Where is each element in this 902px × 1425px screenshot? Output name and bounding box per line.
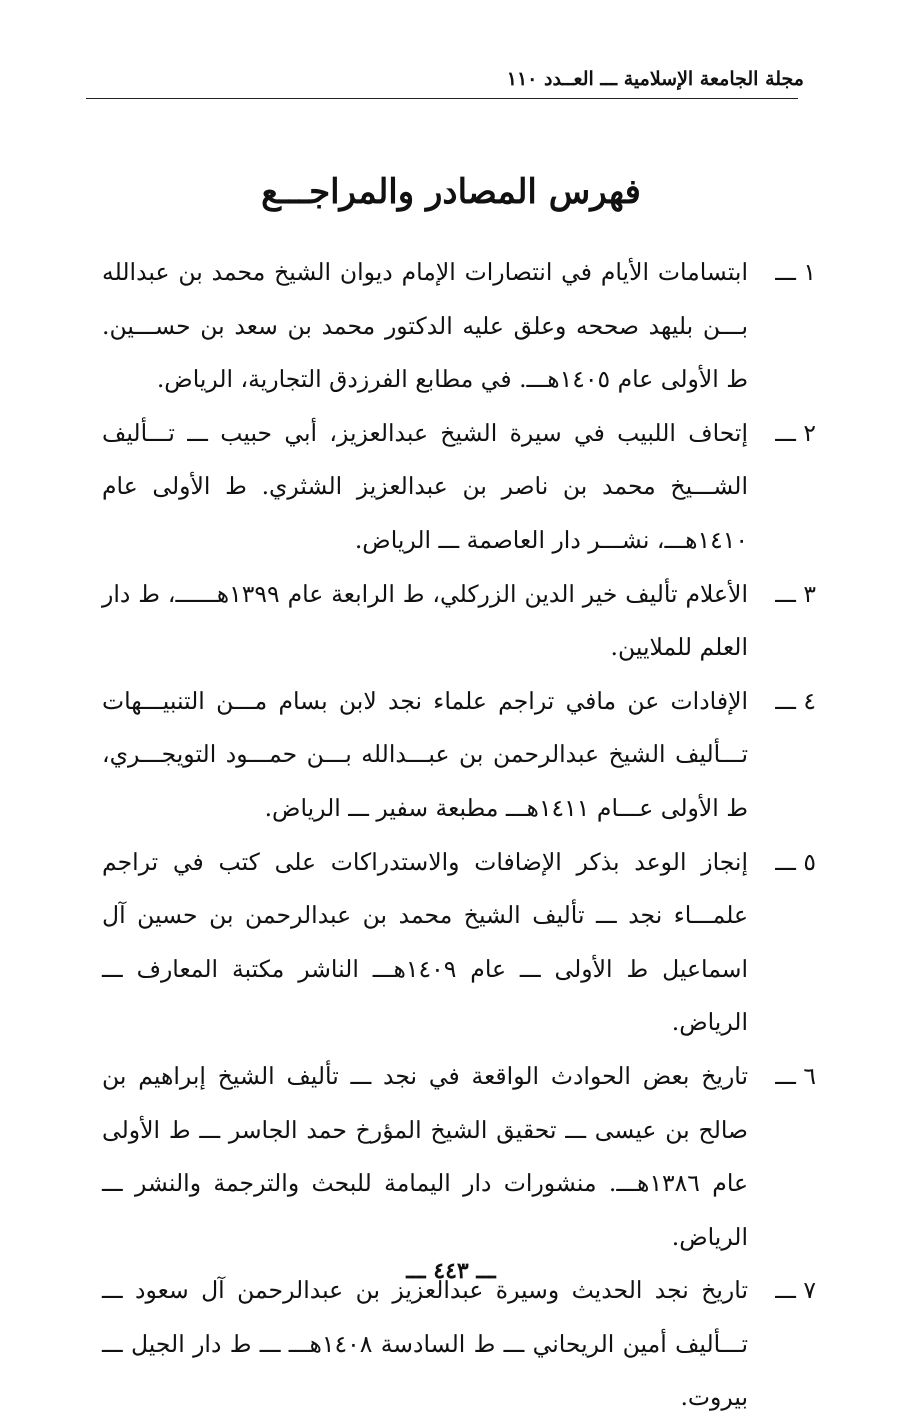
- reference-text: ابتسامات الأيام في انتصارات الإمام ديوان الشيخ محمد بن عبدالله بـــن بليهد صححه وعلق عليه الدكتور محمد بن سعد بن حســـين. ط الأولى عام ١٤٠٥هـــ. في مطابع الفرزدق التجارية، الرياض.: [102, 258, 748, 394]
- header-rule: [86, 98, 798, 99]
- reference-number: ٣ ـــ: [775, 579, 816, 608]
- reference-text: الأعلام تأليف خير الدين الزركلي، ط الرابعة عام ١٣٩٩هــــــ، ط دار العلم للملايين.: [102, 579, 748, 662]
- reference-item: [102, 836, 816, 1050]
- reference-item: [102, 1050, 816, 1264]
- reference-item: [102, 568, 816, 675]
- reference-number: ٤ ـــ: [775, 686, 816, 715]
- reference-number: ٦ ـــ: [775, 1061, 816, 1090]
- reference-number: ٥ ـــ: [775, 847, 816, 876]
- reference-text: إتحاف اللبيب في سيرة الشيخ عبدالعزيز، أبي حبيب ـــ تـــأليف الشـــيخ محمد بن ناصر بن عبدالعزيز الشثري. ط الأولى عام ١٤١٠هـــ، نشـــر دار العاصمة ـــ الرياض.: [102, 418, 748, 554]
- reference-number: ٢ ـــ: [775, 418, 816, 447]
- reference-number: ١ ـــ: [775, 258, 816, 286]
- page-title: فهرس المصادر والمراجـــع: [261, 172, 641, 212]
- reference-text: إنجاز الوعد بذكر الإضافات والاستدراكات على كتب في تراجم علمـــاء نجد ـــ تأليف الشيخ محمد بن عبدالرحمن بن حسين آل اسماعيل ط الأولى ـــ عام ١٤٠٩هـــ الناشر مكتبة المعارف ـــ الرياض.: [102, 847, 748, 1037]
- reference-text: تاريخ بعض الحوادث الواقعة في نجد ـــ تأليف الشيخ إبراهيم بن صالح بن عيسى ـــ تحقيق الشيخ المؤرخ حمد الجاسر ـــ ط الأولى عام ١٣٨٦هـــ. منشورات دار اليمامة للبحث والترجمة والنشر ـــ الرياض.: [102, 1061, 748, 1251]
- reference-item: [102, 246, 816, 407]
- reference-item: [102, 1264, 816, 1425]
- reference-number: ٧ ـــ: [775, 1276, 816, 1305]
- references-list: [102, 246, 816, 1425]
- running-header: مجلة الجامعة الإسلامية ـــ العــدد ١١٠: [506, 68, 804, 90]
- reference-text: الإفادات عن مافي تراجم علماء نجد لابن بسام مـــن التنبيـــهات تـــأليف الشيخ عبدالرحمن بن عبـــدالله بـــن حمـــود التويجـــري، ط الأولى عـــام ١٤١١هـــ مطبعة سفير ـــ الرياض.: [102, 686, 748, 822]
- reference-item: [102, 675, 816, 836]
- page-number: ـــ ٤٤٣ ـــ: [406, 1258, 496, 1284]
- reference-text: تاريخ نجد الحديث وسيرة عبدالعزيز بن عبدالرحمن آل سعود ـــ تـــأليف أمين الريحاني ـــ ط السادسة ١٤٠٨هـــ ـــ ط دار الجيل ـــ بيروت.: [102, 1276, 748, 1412]
- reference-item: [102, 407, 816, 568]
